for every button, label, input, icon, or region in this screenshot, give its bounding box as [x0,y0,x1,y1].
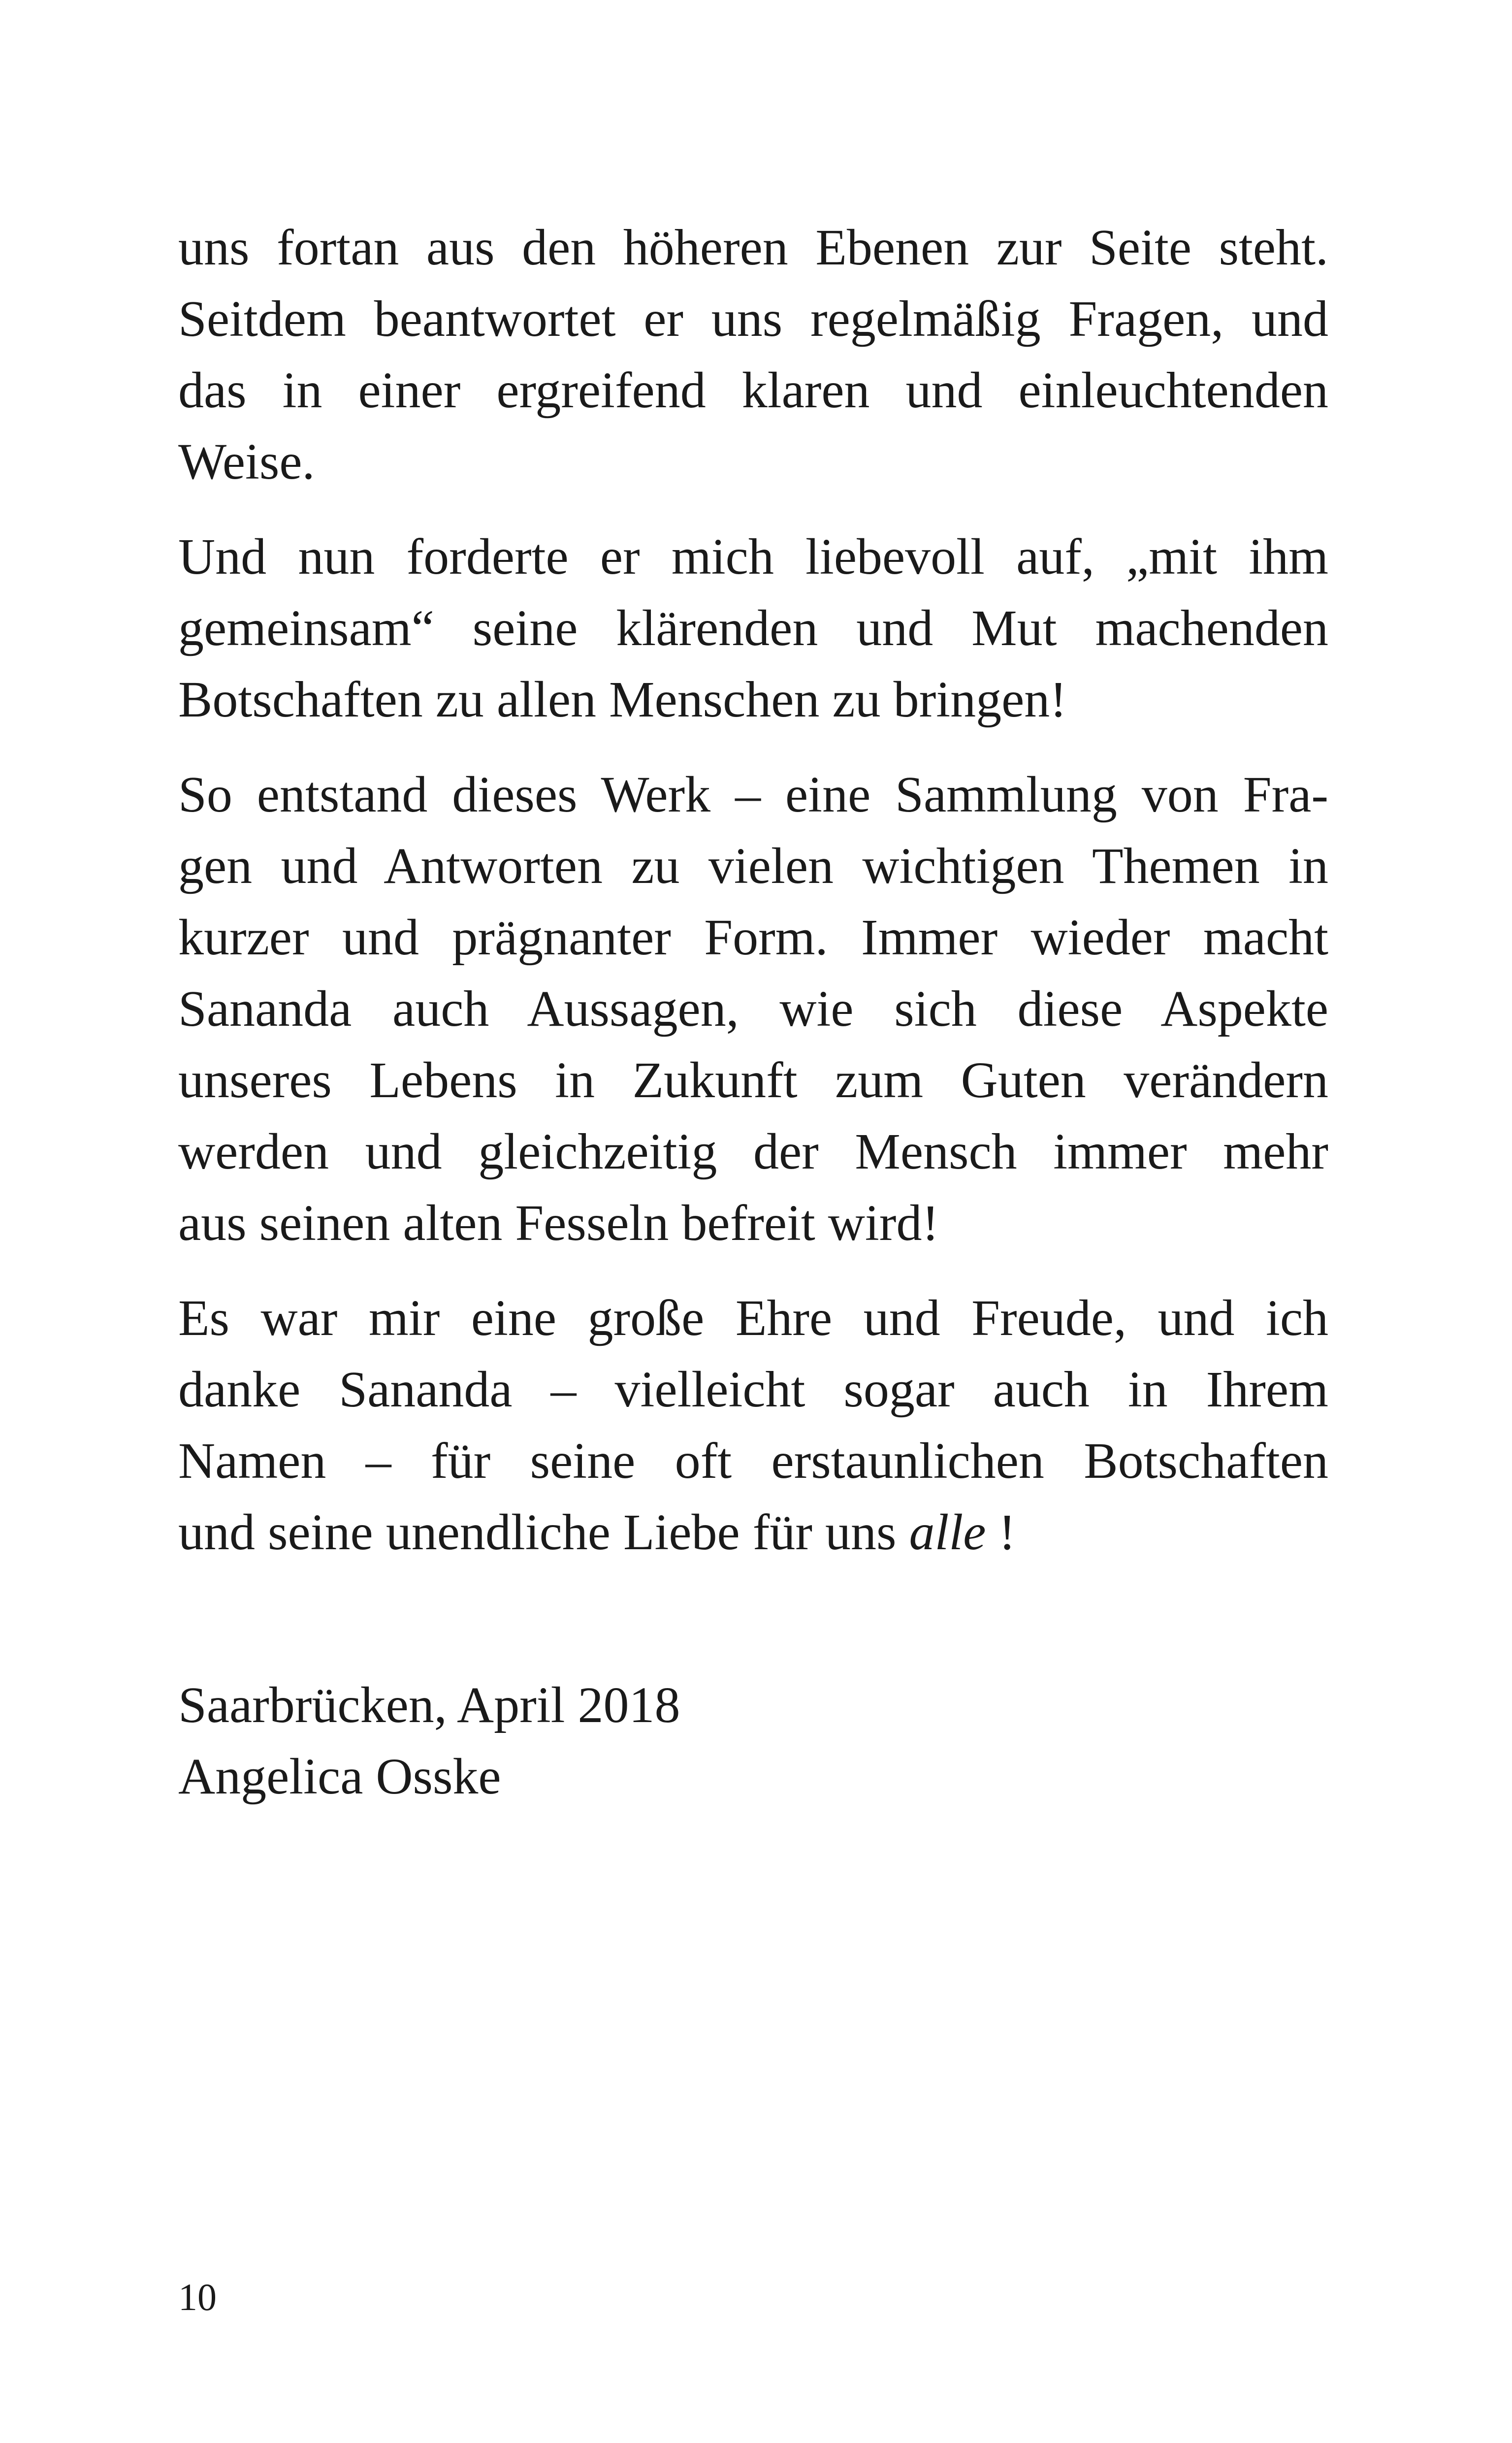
text-line: uns fortan aus den höheren Ebenen zur Seite steht. [178,219,1328,276]
text-line: danke Sananda – vielleicht sogar auch in Ihrem [178,1361,1328,1418]
text-line: gen und Antworten zu vielen wichtigen Themen in [178,838,1328,894]
text-line: unseres Lebens in Zukunft zum Guten verändern [178,1052,1328,1108]
signature-block [178,1669,1328,1812]
text-fragment: und seine unendliche Liebe für uns [178,1504,909,1561]
emphasis-alle: alle [909,1504,986,1561]
paragraph-4 [178,1282,1328,1568]
text-line: gemeinsam“ seine klärenden und Mut machenden [178,600,1328,656]
page-number: 10 [178,2276,217,2318]
author-name: Angelica Osske [178,1748,501,1805]
text-line: Namen – für seine oft erstaunlichen Botschaften [178,1433,1328,1489]
text-line: So entstand dieses Werk – eine Sammlung von Fra- [178,766,1328,823]
text-line: Botschaften zu allen Menschen zu bringen! [178,671,1067,728]
text-line: Seitdem beantwortet er uns regelmäßig Fragen, und [178,291,1328,347]
text-line: das in einer ergreifend klaren und einleuchtenden [178,362,1328,419]
paragraph-2 [178,521,1328,735]
paragraph-3 [178,759,1328,1259]
text-line: Sananda auch Aussagen, wie sich diese Aspekte [178,980,1328,1037]
text-line: kurzer und prägnanter Form. Immer wieder macht [178,909,1328,966]
text-fragment: ! [986,1504,1016,1561]
text-line: Es war mir eine große Ehre und Freude, und ich [178,1290,1328,1346]
text-line: aus seinen alten Fesseln befreit wird! [178,1195,939,1251]
text-line: Und nun forderte er mich liebevoll auf, „mit ihm [178,528,1328,585]
place-date: Saarbrücken, April 2018 [178,1677,680,1733]
text-line: Weise. [178,433,315,490]
body-text [178,212,1328,1592]
text-line-final [178,1497,1328,1568]
paragraph-1 [178,212,1328,497]
text-line: werden und gleichzeitig der Mensch immer mehr [178,1123,1328,1180]
